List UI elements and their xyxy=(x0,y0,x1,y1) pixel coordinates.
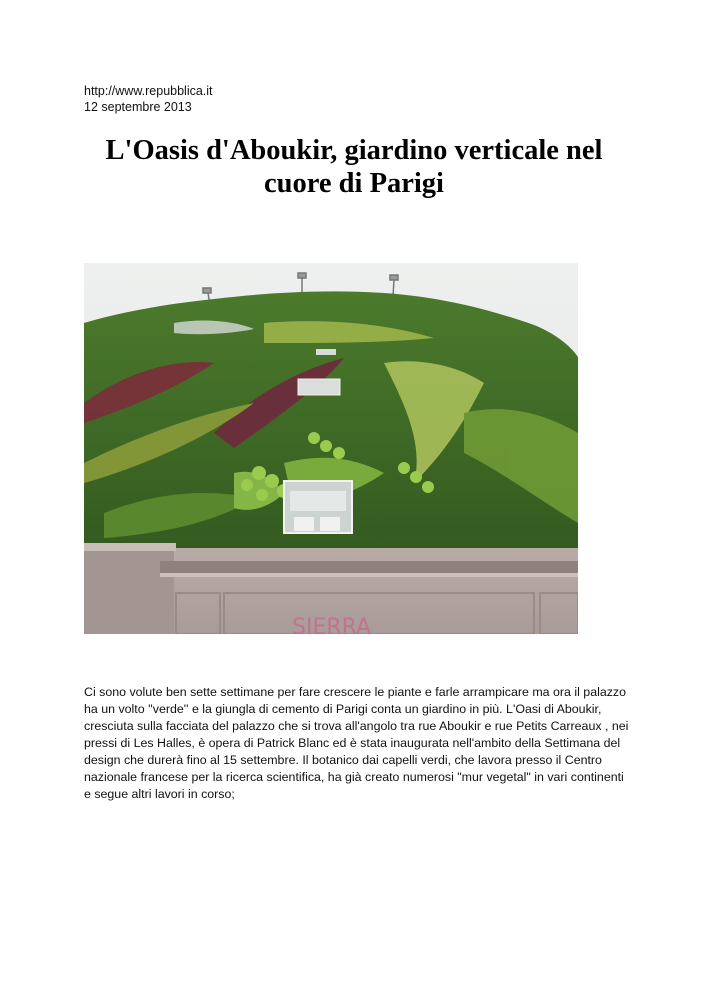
article-title: L'Oasis d'Aboukir, giardino verticale nel cuore di Parigi xyxy=(105,135,603,199)
source-date: 12 septembre 2013 xyxy=(84,100,192,114)
article-body: Ci sono volute ben sette settimane per fare crescere le piante e farle arrampicare ma ora il palazzo ha un volto ''verde'' e la giungla di cemento di Parigi conta un giardino in più. L'Oasi di Aboukir, cresciuta sulla facciata del palazzo che si trova all'angolo tra rue Aboukir e rue Petits Carreaux , nei pressi di Les Halles, è opera di Patrick Blanc ed è stata inaugurata nell'ambito della Settimana del design che durerà fino al 15 settembre. Il botanico dai capelli verdi, che lavora presso il Centro nazionale francese per la ricerca scientifica, ha già creato numerosi "mur vegetal" in vari continenti e segue altri lavori in corso; xyxy=(84,685,629,801)
source-url: http://www.repubblica.it xyxy=(84,84,213,98)
vertical-garden-photo xyxy=(84,263,578,634)
graffiti-text: SIERRA xyxy=(292,615,372,634)
source-meta xyxy=(84,83,213,115)
